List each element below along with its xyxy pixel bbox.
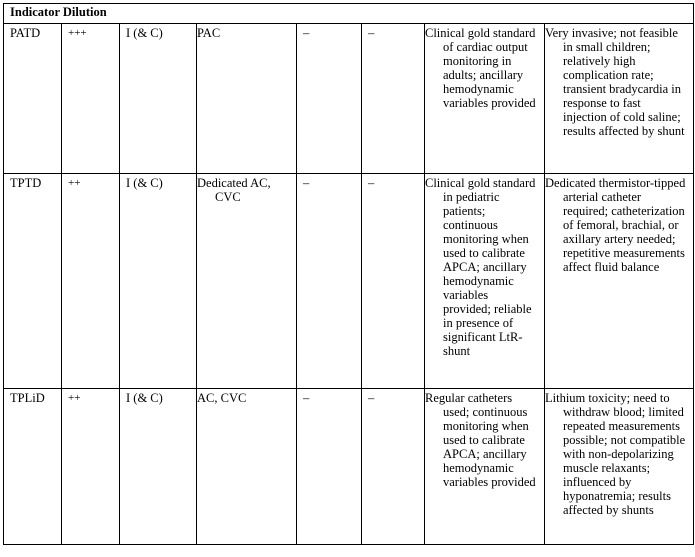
indicator-dilution-table — [3, 3, 694, 545]
advantages-cell: Clinical gold standard in pediatric patients; continuous monitoring when used to calibrate APCA; ancillary hemodynamic variables provided; reliable in presence of significant LtR-shunt — [425, 174, 545, 389]
table-row — [4, 389, 694, 545]
table-row — [4, 24, 694, 174]
section-header-row — [4, 4, 694, 24]
invasiveness-cell: I (& C) — [120, 24, 197, 174]
rating-cell: +++ — [62, 24, 120, 174]
rating-cell: ++ — [62, 389, 120, 545]
col6-cell: – — [362, 389, 425, 545]
limitations-cell: Very invasive; not feasible in small children; relatively high complication rate; transient bradycardia in response to fast injection of cold saline; results affected by shunt — [545, 24, 694, 174]
catheter-cell: AC, CVC — [197, 389, 297, 545]
col5-cell: – — [297, 24, 362, 174]
catheter-cell: Dedicated AC, CVC — [197, 174, 297, 389]
table-row — [4, 174, 694, 389]
col5-cell: – — [297, 174, 362, 389]
advantages-cell: Regular catheters used; continuous monitoring when used to calibrate APCA; ancillary hemodynamic variables provided — [425, 389, 545, 545]
invasiveness-cell: I (& C) — [120, 389, 197, 545]
section-title: Indicator Dilution — [4, 4, 694, 24]
limitations-cell: Dedicated thermistor-tipped arterial catheter required; catheterization of femoral, brachial, or axillary artery needed; repetitive measurements affect fluid balance — [545, 174, 694, 389]
method-cell: PATD — [4, 24, 62, 174]
col6-cell: – — [362, 174, 425, 389]
col6-cell: – — [362, 24, 425, 174]
advantages-cell: Clinical gold standard of cardiac output monitoring in adults; ancillary hemodynamic variables provided — [425, 24, 545, 174]
rating-cell: ++ — [62, 174, 120, 389]
method-cell: TPTD — [4, 174, 62, 389]
invasiveness-cell: I (& C) — [120, 174, 197, 389]
limitations-cell: Lithium toxicity; need to withdraw blood; limited repeated measurements possible; not compatible with non-depolarizing muscle relaxants; influenced by hyponatremia; results affected by shunts — [545, 389, 694, 545]
col5-cell: – — [297, 389, 362, 545]
method-cell: TPLiD — [4, 389, 62, 545]
catheter-cell: PAC — [197, 24, 297, 174]
